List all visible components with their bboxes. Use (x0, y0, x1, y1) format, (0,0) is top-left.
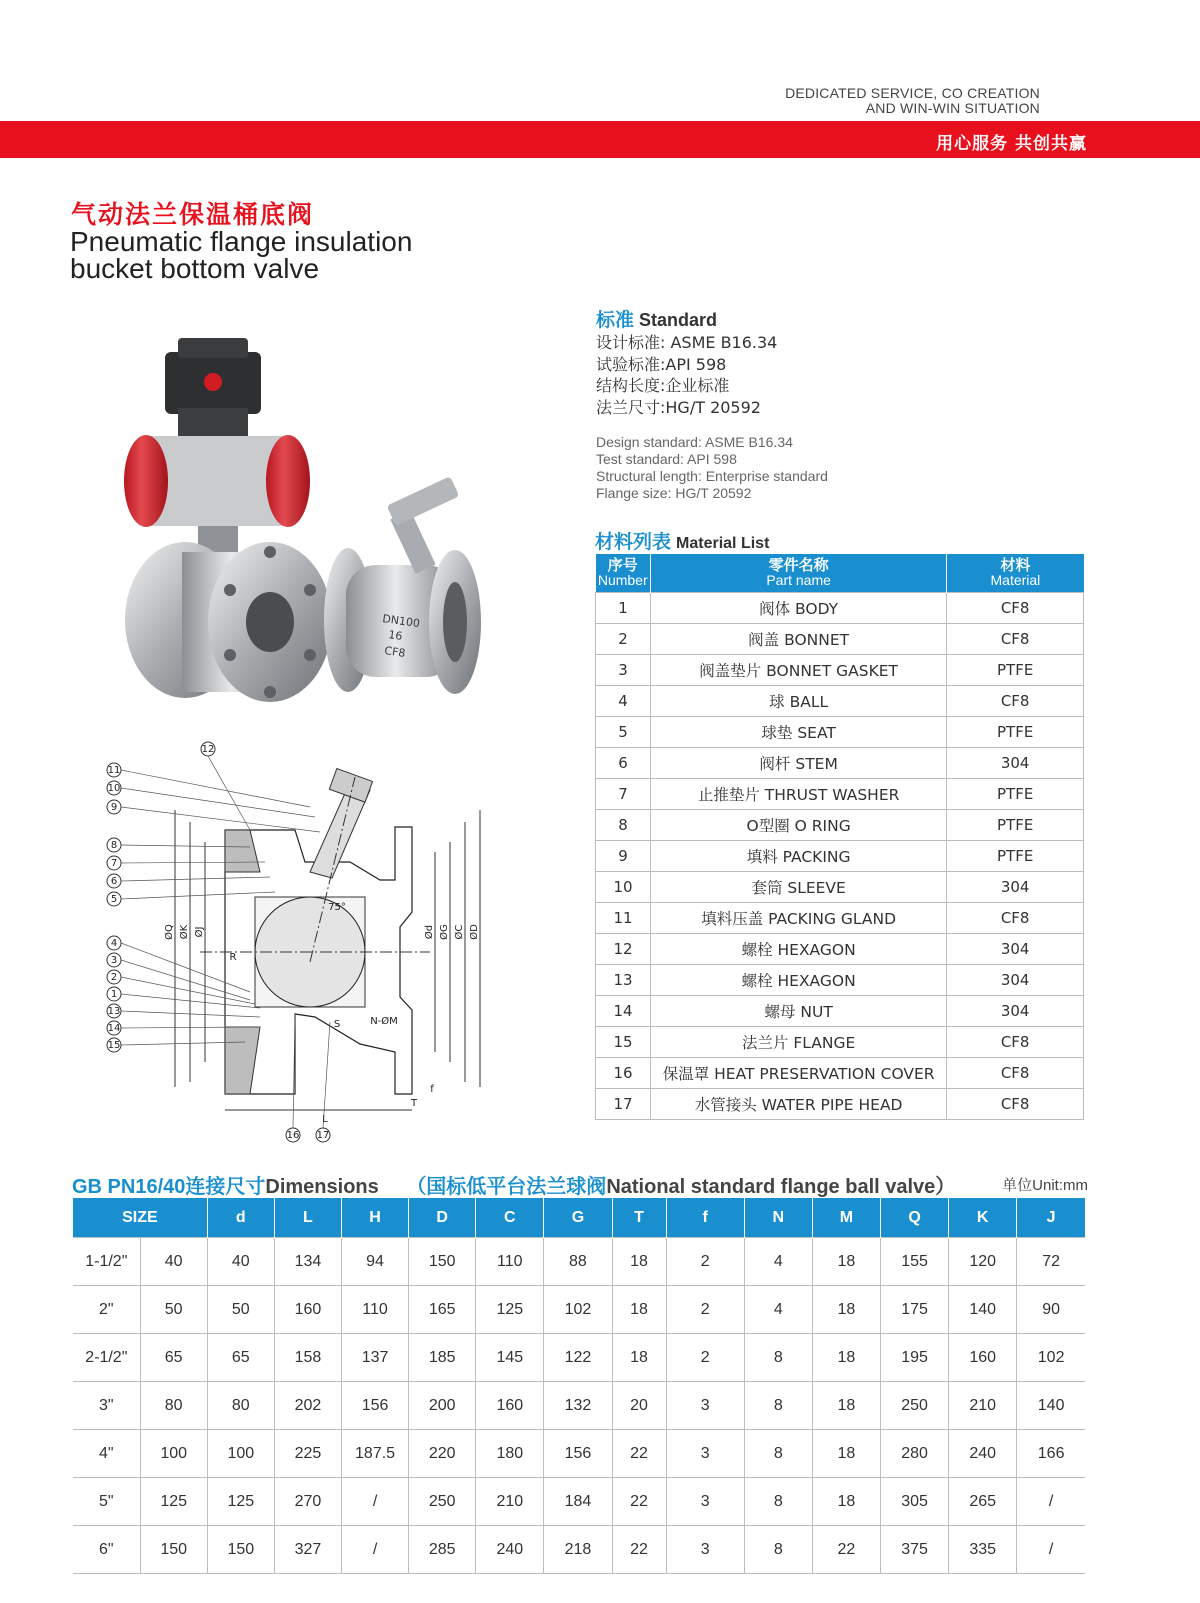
callout-5: 5 (110, 894, 118, 905)
dimension-cell: 150 (207, 1526, 274, 1574)
dimensions-title-cn: GB PN16/40连接尺寸 (72, 1176, 266, 1198)
callout-3: 3 (110, 955, 118, 966)
standard-cn-line: 结构长度:企业标准 (596, 376, 730, 395)
material-cell-material: PTFE (947, 655, 1084, 686)
dimension-cell: 335 (949, 1526, 1017, 1574)
callout-14: 14 (107, 1023, 121, 1034)
dimension-cell: 4" (73, 1430, 140, 1478)
dimension-cell: 100 (140, 1430, 207, 1478)
dimension-cell: 210 (949, 1382, 1017, 1430)
body-marking-2: 16 (387, 628, 404, 643)
dimension-cell: 187.5 (342, 1430, 409, 1478)
dimension-cell: 50 (140, 1286, 207, 1334)
dim-header-d: D (409, 1198, 476, 1238)
dim-header-f: f (666, 1198, 744, 1238)
standard-cn-list (596, 332, 777, 418)
material-cell-material: PTFE (947, 779, 1084, 810)
material-cell-part-name: 螺母 NUT (650, 996, 946, 1027)
dimension-cell: 110 (476, 1238, 544, 1286)
dimension-cell: 202 (274, 1382, 341, 1430)
dimension-cell: 240 (476, 1526, 544, 1574)
material-cell-material: 304 (947, 748, 1084, 779)
dimension-cell: 210 (476, 1478, 544, 1526)
standard-cn-line: 试验标准:API 598 (596, 354, 727, 374)
dimension-row (73, 1526, 1085, 1574)
material-row (596, 810, 1084, 841)
callout-9: 9 (110, 802, 118, 813)
material-cell-number: 4 (596, 686, 651, 717)
dim-header-n: N (744, 1198, 812, 1238)
dimension-cell: 80 (207, 1382, 274, 1430)
dimension-cell: 120 (949, 1238, 1017, 1286)
dimension-cell: 137 (342, 1334, 409, 1382)
material-cell-material: 304 (947, 934, 1084, 965)
material-row (596, 841, 1084, 872)
dimension-cell: 2-1/2" (73, 1334, 140, 1382)
material-cell-number: 5 (596, 717, 651, 748)
dimension-cell: 240 (949, 1430, 1017, 1478)
material-cell-material: 304 (947, 996, 1084, 1027)
material-cell-material: PTFE (947, 717, 1084, 748)
material-cell-part-name: 填料压盖 PACKING GLAND (650, 903, 946, 934)
dimension-cell: 218 (544, 1526, 612, 1574)
unit-cn: 单位 (1002, 1177, 1033, 1194)
material-cell-material: CF8 (947, 1027, 1084, 1058)
callout-8: 8 (110, 840, 118, 851)
dimension-cell: 80 (140, 1382, 207, 1430)
dim-header-k: K (949, 1198, 1017, 1238)
dimension-cell: 8 (744, 1382, 812, 1430)
technical-drawing (100, 744, 510, 1147)
callout-16: 16 (286, 1130, 300, 1141)
material-cell-number: 10 (596, 872, 651, 903)
material-heading-cn: 材料列表 (595, 531, 672, 553)
dimension-cell: 4 (744, 1238, 812, 1286)
dimension-cell: 3" (73, 1382, 140, 1430)
material-cell-number: 6 (596, 748, 651, 779)
dimension-cell: 150 (409, 1238, 476, 1286)
dimension-cell: 22 (612, 1430, 666, 1478)
dimension-cell: 2" (73, 1286, 140, 1334)
dimension-cell: 18 (812, 1286, 880, 1334)
dimension-cell: 270 (274, 1478, 341, 1526)
dimension-cell: 102 (1017, 1334, 1085, 1382)
dim-label-l: L (322, 1114, 328, 1125)
dimension-cell: 3 (666, 1478, 744, 1526)
material-row (596, 965, 1084, 996)
material-cell-number: 9 (596, 841, 651, 872)
material-cell-material: 304 (947, 965, 1084, 996)
callout-13: 13 (107, 1006, 121, 1017)
material-cell-number: 15 (596, 1027, 651, 1058)
dimension-cell: 180 (476, 1430, 544, 1478)
dim-label-n-m: N-ØM (370, 1016, 398, 1027)
dim-label-f: f (430, 1084, 434, 1095)
dimension-cell: 285 (409, 1526, 476, 1574)
material-cell-number: 17 (596, 1089, 651, 1120)
material-cell-part-name: 球垫 SEAT (650, 717, 946, 748)
dimensions-subtitle-en: National standard flange ball valve） (606, 1176, 956, 1198)
valve-body-photo (324, 476, 481, 694)
material-cell-number: 8 (596, 810, 651, 841)
dimension-cell: 40 (207, 1238, 274, 1286)
dimension-cell: 110 (342, 1286, 409, 1334)
dimension-cell: 8 (744, 1334, 812, 1382)
callout-6: 6 (110, 876, 118, 887)
dimension-cell: 3 (666, 1526, 744, 1574)
material-row (596, 1027, 1084, 1058)
dimension-cell: 184 (544, 1478, 612, 1526)
dim-header-d: d (207, 1198, 274, 1238)
col-number-en: Number (597, 572, 648, 588)
col-number-cn: 序号 (607, 556, 638, 574)
dimension-cell: 50 (207, 1286, 274, 1334)
dimension-cell: 220 (409, 1430, 476, 1478)
col-part-cn: 零件名称 (768, 556, 829, 574)
dimension-cell: 280 (880, 1430, 948, 1478)
col-mat-cn: 材料 (1000, 556, 1031, 574)
dimension-cell: 195 (880, 1334, 948, 1382)
dimension-cell: 250 (880, 1382, 948, 1430)
dim-label-q: ØQ (164, 924, 175, 940)
material-cell-part-name: 保温罩 HEAT PRESERVATION COVER (650, 1058, 946, 1089)
material-cell-part-name: 水管接头 WATER PIPE HEAD (650, 1089, 946, 1120)
material-row (596, 934, 1084, 965)
material-cell-number: 16 (596, 1058, 651, 1089)
standard-en-list (596, 434, 828, 502)
material-cell-material: CF8 (947, 593, 1084, 624)
material-cell-part-name: O型圈 O RING (650, 810, 946, 841)
dimensions-table-header (73, 1198, 1085, 1238)
dimension-cell: 3 (666, 1430, 744, 1478)
material-cell-number: 14 (596, 996, 651, 1027)
standard-en-line: Flange size: HG/T 20592 (596, 485, 752, 501)
material-cell-part-name: 阀杆 STEM (650, 748, 946, 779)
dimension-cell: 305 (880, 1478, 948, 1526)
standard-cn-line: 法兰尺寸:HG/T 20592 (596, 397, 761, 417)
dimension-cell: / (342, 1526, 409, 1574)
header-tagline (785, 86, 1040, 116)
dimensions-subtitle-cn: （国标低平台法兰球阀 (406, 1176, 607, 1198)
material-row (596, 779, 1084, 810)
material-cell-part-name: 阀盖垫片 BONNET GASKET (650, 655, 946, 686)
tagline-line-1: DEDICATED SERVICE, CO CREATION (785, 85, 1040, 101)
callout-10: 10 (107, 783, 121, 794)
tagline-line-2: AND WIN-WIN SITUATION (865, 100, 1040, 116)
dimension-cell: 125 (207, 1478, 274, 1526)
body-marking-3: CF8 (383, 644, 407, 660)
dim-header-h: H (342, 1198, 409, 1238)
dimension-cell: 158 (274, 1334, 341, 1382)
dimension-cell: 4 (744, 1286, 812, 1334)
dim-header-j: J (1017, 1198, 1085, 1238)
material-row (596, 655, 1084, 686)
material-row (596, 686, 1084, 717)
dimension-row (73, 1382, 1085, 1430)
dimension-cell: 165 (409, 1286, 476, 1334)
unit-en: Unit:mm (1032, 1177, 1088, 1194)
dimension-cell: 160 (274, 1286, 341, 1334)
standard-heading (596, 305, 717, 332)
material-cell-material: PTFE (947, 810, 1084, 841)
col-part-name (650, 554, 946, 593)
material-cell-part-name: 套筒 SLEEVE (650, 872, 946, 903)
body-marking-1: DN100 (381, 612, 421, 631)
material-row (596, 593, 1084, 624)
col-mat-en: Material (990, 572, 1041, 588)
callout-17: 17 (316, 1130, 330, 1141)
callout-11: 11 (107, 765, 121, 776)
material-heading-en: Material List (676, 535, 770, 552)
dimension-cell: 8 (744, 1478, 812, 1526)
standard-en-line: Structural length: Enterprise standard (596, 468, 828, 484)
dimension-cell: 150 (140, 1526, 207, 1574)
col-material (947, 554, 1084, 593)
dimension-cell: 22 (612, 1478, 666, 1526)
dimension-cell: 2 (666, 1286, 744, 1334)
material-cell-part-name: 法兰片 FLANGE (650, 1027, 946, 1058)
product-photo (120, 330, 500, 720)
dimension-cell: 2 (666, 1238, 744, 1286)
material-cell-number: 13 (596, 965, 651, 996)
dim-label-g: ØG (439, 924, 450, 940)
title-en-line-2: bucket bottom valve (70, 253, 320, 284)
material-row (596, 872, 1084, 903)
dimension-cell: 18 (612, 1238, 666, 1286)
dim-label-j: ØJ (194, 926, 205, 938)
dim-header-g: G (544, 1198, 612, 1238)
dimension-cell: 22 (812, 1526, 880, 1574)
material-cell-material: 304 (947, 872, 1084, 903)
callout-15: 15 (107, 1040, 121, 1051)
col-part-en: Part name (766, 572, 831, 588)
dimension-cell: 18 (812, 1382, 880, 1430)
standard-cn-line: 设计标准: ASME B16.34 (596, 333, 778, 352)
material-cell-number: 1 (596, 593, 651, 624)
dimension-cell: 156 (342, 1382, 409, 1430)
dimension-cell: 125 (140, 1478, 207, 1526)
material-cell-material: CF8 (947, 1058, 1084, 1089)
material-cell-material: CF8 (947, 903, 1084, 934)
dimension-cell: 375 (880, 1526, 948, 1574)
callout-1: 1 (110, 989, 118, 1000)
dim-header-c: C (476, 1198, 544, 1238)
material-cell-material: CF8 (947, 624, 1084, 655)
dimension-row (73, 1478, 1085, 1526)
material-row (596, 1089, 1084, 1120)
dimension-row (73, 1286, 1085, 1334)
dim-label-s: S (333, 1019, 341, 1030)
material-cell-part-name: 球 BALL (650, 686, 946, 717)
dimension-cell: 3 (666, 1382, 744, 1430)
dimension-cell: 2 (666, 1334, 744, 1382)
dimension-cell: 156 (544, 1430, 612, 1478)
callout-7: 7 (110, 858, 118, 869)
dimension-cell: 72 (1017, 1238, 1085, 1286)
dimension-cell: 122 (544, 1334, 612, 1382)
dimension-cell: 18 (612, 1334, 666, 1382)
dimension-cell: 18 (812, 1334, 880, 1382)
dim-header-l: L (274, 1198, 341, 1238)
dimensions-title-en: Dimensions (265, 1176, 379, 1198)
dimension-cell: 134 (274, 1238, 341, 1286)
dim-header-t: T (612, 1198, 666, 1238)
material-cell-part-name: 阀盖 BONNET (650, 624, 946, 655)
pneumatic-valve-photo (124, 338, 332, 702)
dimension-cell: 327 (274, 1526, 341, 1574)
material-cell-material: CF8 (947, 1089, 1084, 1120)
dimension-cell: 18 (612, 1286, 666, 1334)
callout-4: 4 (110, 938, 118, 949)
dimension-cell: 140 (949, 1286, 1017, 1334)
dimension-cell: / (1017, 1478, 1085, 1526)
material-table (595, 554, 1084, 1120)
standard-heading-en: Standard (639, 310, 718, 330)
material-cell-part-name: 止推垫片 THRUST WASHER (650, 779, 946, 810)
dimensions-heading (72, 1170, 955, 1199)
material-cell-part-name: 阀体 BODY (650, 593, 946, 624)
dimension-row (73, 1334, 1085, 1382)
dimension-cell: 8 (744, 1430, 812, 1478)
material-cell-number: 11 (596, 903, 651, 934)
product-title-cn: 气动法兰保温桶底阀 (71, 200, 315, 229)
standard-en-line: Design standard: ASME B16.34 (596, 434, 793, 450)
dimension-cell: 102 (544, 1286, 612, 1334)
material-row (596, 1058, 1084, 1089)
dimension-cell: 166 (1017, 1430, 1085, 1478)
dim-label-d: ØD (469, 924, 480, 940)
dimension-cell: 18 (812, 1478, 880, 1526)
material-row (596, 903, 1084, 934)
dimension-cell: 22 (612, 1526, 666, 1574)
material-row (596, 624, 1084, 655)
dimension-cell: / (342, 1478, 409, 1526)
material-row (596, 717, 1084, 748)
dimension-cell: 6" (73, 1526, 140, 1574)
material-cell-part-name: 螺栓 HEXAGON (650, 934, 946, 965)
material-cell-number: 12 (596, 934, 651, 965)
material-cell-number: 3 (596, 655, 651, 686)
dim-label-t: T (410, 1098, 418, 1109)
material-row (596, 996, 1084, 1027)
dimension-cell: 5" (73, 1478, 140, 1526)
dimension-cell: 40 (140, 1238, 207, 1286)
dimension-cell: 100 (207, 1430, 274, 1478)
material-cell-part-name: 填料 PACKING (650, 841, 946, 872)
callout-2: 2 (110, 972, 118, 983)
dim-header-m: M (812, 1198, 880, 1238)
product-title-en (70, 228, 470, 282)
dimension-cell: 145 (476, 1334, 544, 1382)
col-number (596, 554, 651, 593)
dimensions-table (73, 1198, 1085, 1574)
dimension-cell: 18 (812, 1238, 880, 1286)
material-cell-material: PTFE (947, 841, 1084, 872)
dimension-cell: 20 (612, 1382, 666, 1430)
dim-header-q: Q (880, 1198, 948, 1238)
dimension-cell: 200 (409, 1382, 476, 1430)
dimension-cell: 175 (880, 1286, 948, 1334)
dimension-cell: 1-1/2" (73, 1238, 140, 1286)
dimension-cell: 160 (476, 1382, 544, 1430)
dimension-cell: 88 (544, 1238, 612, 1286)
material-table-header (596, 554, 1084, 593)
dim-label-k: ØK (179, 924, 190, 940)
callout-12: 12 (201, 744, 215, 755)
dimension-cell: 94 (342, 1238, 409, 1286)
dimension-cell: 155 (880, 1238, 948, 1286)
dimension-row (73, 1238, 1085, 1286)
dimension-cell: 90 (1017, 1286, 1085, 1334)
header-slogan: 用心服务 共创共赢 (936, 134, 1087, 154)
dim-header-size: SIZE (73, 1198, 207, 1238)
material-heading (595, 527, 769, 554)
dimension-cell: 65 (140, 1334, 207, 1382)
material-row (596, 748, 1084, 779)
dim-label-r: R (229, 952, 237, 963)
dimension-row (73, 1430, 1085, 1478)
dimension-cell: / (1017, 1526, 1085, 1574)
dimension-cell: 185 (409, 1334, 476, 1382)
dimension-cell: 225 (274, 1430, 341, 1478)
title-en-line-1: Pneumatic flange insulation (70, 226, 413, 257)
material-cell-material: CF8 (947, 686, 1084, 717)
dim-label-c: ØC (454, 924, 465, 940)
material-cell-part-name: 螺栓 HEXAGON (650, 965, 946, 996)
material-cell-number: 7 (596, 779, 651, 810)
dimension-cell: 265 (949, 1478, 1017, 1526)
material-cell-number: 2 (596, 624, 651, 655)
unit-label (1002, 1174, 1088, 1195)
dimension-cell: 132 (544, 1382, 612, 1430)
dimension-cell: 125 (476, 1286, 544, 1334)
dim-label-d-small: Ød (424, 924, 435, 940)
dimension-cell: 160 (949, 1334, 1017, 1382)
dimension-cell: 65 (207, 1334, 274, 1382)
angle-label: 75° (328, 902, 346, 913)
standard-heading-cn: 标准 (596, 309, 635, 331)
dimension-cell: 140 (1017, 1382, 1085, 1430)
standard-en-line: Test standard: API 598 (596, 451, 737, 467)
dimension-cell: 18 (812, 1430, 880, 1478)
dimension-cell: 8 (744, 1526, 812, 1574)
dimension-cell: 250 (409, 1478, 476, 1526)
